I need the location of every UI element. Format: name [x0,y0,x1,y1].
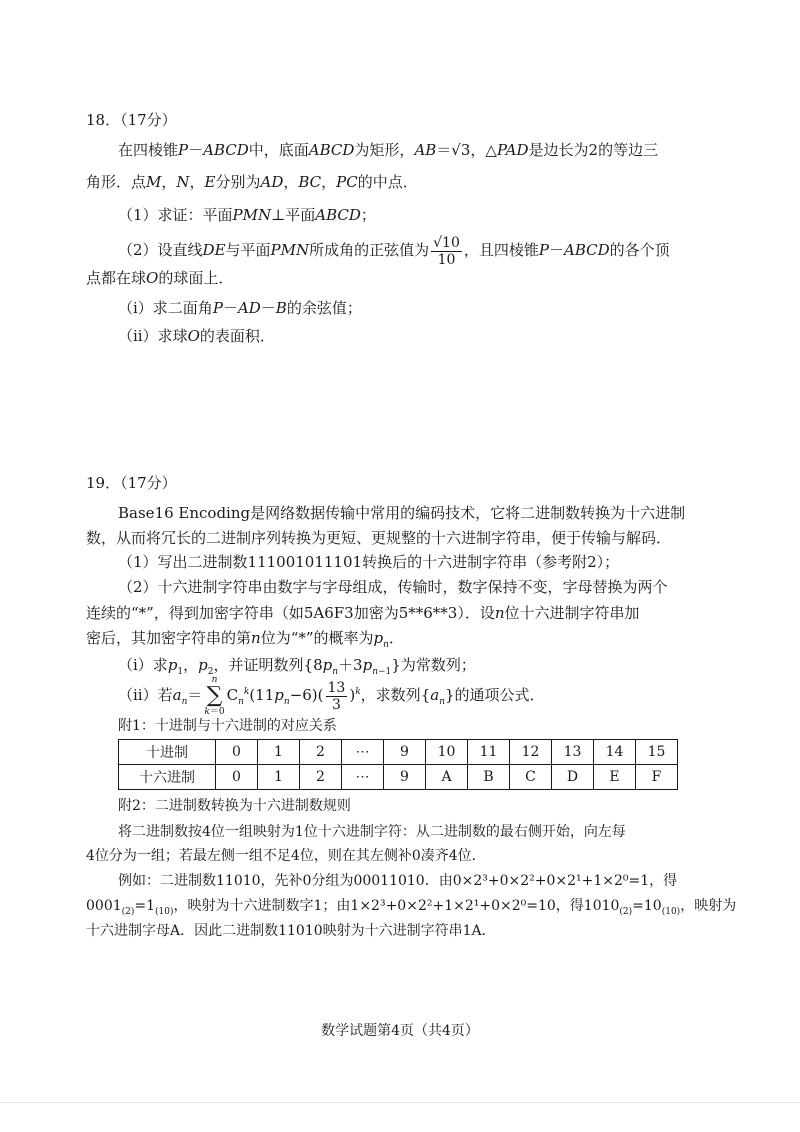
q19-stem-line1: Base16 Encoding是网络数据传输中常用的编码技术，它将二进制数转换为十六进制 [118,504,686,522]
rule-line2: 4位分为一组；若最左侧一组不足4位，则在其左侧补0凑齐4位． [86,848,486,864]
q18-stem-line1: 在四棱锥P－ABCD中，底面ABCD为矩形，AB＝√3，△PAD是边长为2的等边三 [118,141,659,159]
q19-part2-line3: 密后，其加密字符串的第n位为“*”的概率为$p_n$． [86,629,404,650]
table-cell: 0 [216,765,258,790]
table-cell: 9 [384,765,426,790]
table-cell: ⋯ [342,765,384,790]
q19-part-i: （i）求$p_1$，$p_2$，并证明数列$\{8p_n+3p_{n-1}\}$为常数列； [118,656,476,677]
example-line1: 例如：二进制数11010，先补0分组为00011010．由0×2³+0×2²+0×2¹+1×2⁰=1，得 [118,873,678,889]
row-label-decimal: 十进制 [119,740,216,765]
table-cell: 2 [300,765,342,790]
q18-part2-cont: 点都在球O的球面上． [86,269,234,287]
row-label-hex: 十六进制 [119,765,216,790]
table-cell: C [510,765,552,790]
example-line3: 十六进制字母A．因此二进制数11010映射为十六进制字符串1A． [86,923,496,939]
sine-fraction: $\frac{√10}{10}$ [433,234,460,268]
table-row [119,740,678,765]
appendix2-title: 附2：二进制数转换为十六进制数规则 [118,798,351,814]
table-cell: 1 [258,740,300,765]
table-cell: 12 [510,740,552,765]
table-cell: F [636,765,678,790]
table-cell: 9 [384,740,426,765]
table-cell: 10 [426,740,468,765]
q19-part2: （2）十六进制字符串由数字与字母组成，传输时，数字保持不变，字母替换为两个 [118,578,668,596]
table-cell: 11 [468,740,510,765]
appendix1-title: 附1：十进制与十六进制的对应关系 [118,718,337,734]
table-cell: A [426,765,468,790]
table-cell: 15 [636,740,678,765]
rule-line1: 将二进制数按4位一组映射为1位十六进制字符：从二进制数的最右侧开始，向左每 [118,824,626,840]
thirteen-thirds-fraction: $\frac{13}{3}$ [327,679,346,713]
q18-part2: （2）设直线DE与平面PMN所成角的正弦值为 $\frac{√10}{10}$ ，且四棱锥P－ABCD的各个顶 [118,234,670,268]
q19-number: 19．（17分） [86,474,177,492]
table-cell: ⋯ [342,740,384,765]
table-cell: D [552,765,594,790]
decimal-hex-table [118,739,678,790]
q19-part1: （1）写出二进制数111001011101转换后的十六进制字符串（参考附2）； [118,553,620,571]
summation-symbol: n ∑ k＝0 [204,675,225,717]
q18-part-i: （i）求二面角P－AD－B的余弦值； [118,299,362,317]
page-footer: 数学试题第4页（共4页） [321,1023,479,1039]
table-cell: 2 [300,740,342,765]
q18-part1: （1）求证：平面PMN⊥平面ABCD； [118,206,376,224]
table-cell: 0 [216,740,258,765]
table-cell: 14 [594,740,636,765]
q18-number: 18．（17分） [86,111,177,129]
example-line2: $0001_{(2)}=1_{(10)}$，映射为十六进制数字1；由1×2³+0×2²+1×2¹+0×2⁰=10，得$1010_{(2)}=10_{(10)}$，映射为 [86,898,737,917]
table-row [119,765,678,790]
q19-part-ii: （ii）若$a_n=$ n ∑ k＝0 $C_n^k(11p_n-6)$( $\frac{13}{3}$ )$^k$，求数列$\{a_n\}$的通项公式． [118,675,545,717]
table-cell: E [594,765,636,790]
q19-part2-line2: 连续的“*”，得到加密字符串（如5A6F3加密为5**6**3）．设n位十六进制字符串加 [86,604,640,622]
q18-part-ii: （ii）求球O的表面积． [118,327,275,345]
table-cell: 13 [552,740,594,765]
q18-stem-line2: 角形．点M，N，E分别为AD，BC，PC的中点． [86,173,418,191]
page-bottom-divider [0,1102,800,1103]
table-cell: B [468,765,510,790]
table-cell: 1 [258,765,300,790]
q19-stem-line2: 数，从而将冗长的二进制序列转换为更短、更规整的十六进制字符串，便于传输与解码． [86,529,672,547]
